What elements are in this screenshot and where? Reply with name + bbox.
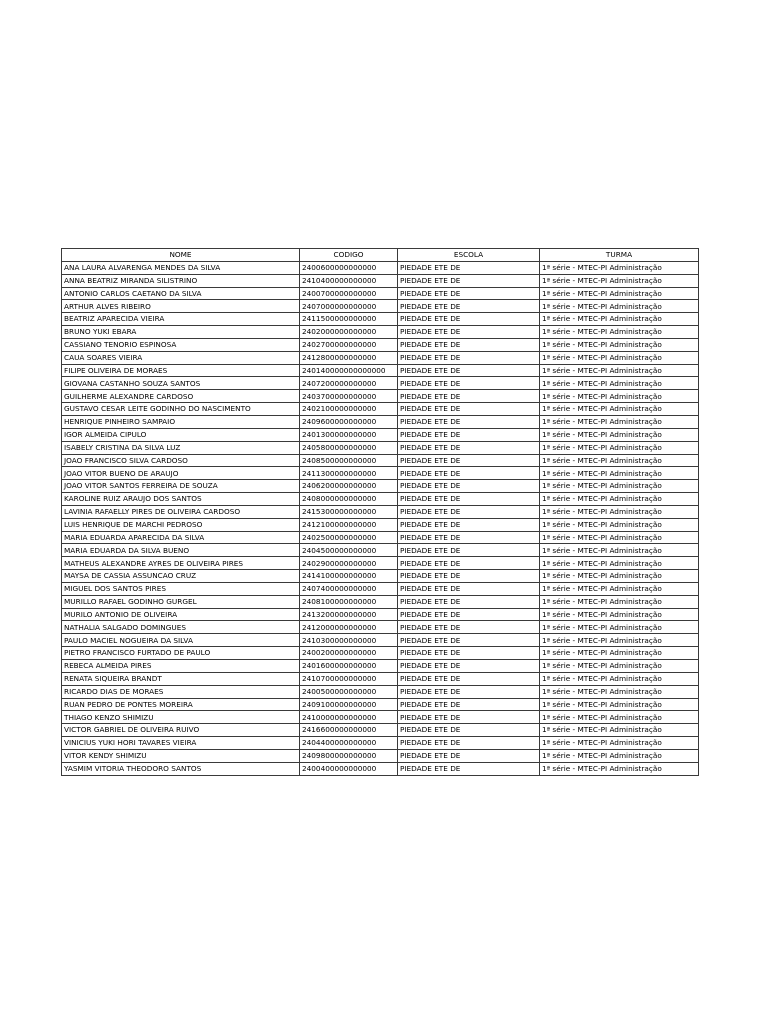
- table-row: [62, 544, 699, 557]
- cell-turma: 1ª série - MTEC-PI Administração: [540, 608, 699, 621]
- cell-codigo: 240140000000000000: [300, 364, 398, 377]
- cell-turma: 1ª série - MTEC-PI Administração: [540, 762, 699, 775]
- cell-turma: 1ª série - MTEC-PI Administração: [540, 685, 699, 698]
- cell-codigo: 2411500000000000: [300, 313, 398, 326]
- cell-nome: BRUNO YUKI EBARA: [62, 326, 300, 339]
- table-row: [62, 518, 699, 531]
- table-row: [62, 762, 699, 775]
- cell-nome: ANTONIO CARLOS CAETANO DA SILVA: [62, 287, 300, 300]
- table-row: [62, 415, 699, 428]
- cell-turma: 1ª série - MTEC-PI Administração: [540, 595, 699, 608]
- cell-turma: 1ª série - MTEC-PI Administração: [540, 287, 699, 300]
- cell-nome: RENATA SIQUEIRA BRANDT: [62, 672, 300, 685]
- table-row: [62, 724, 699, 737]
- cell-turma: 1ª série - MTEC-PI Administração: [540, 724, 699, 737]
- cell-codigo: 2408100000000000: [300, 595, 398, 608]
- cell-codigo: 2412100000000000: [300, 518, 398, 531]
- table-row: [62, 557, 699, 570]
- table-row: [62, 493, 699, 506]
- cell-escola: PIEDADE ETE DE: [398, 698, 540, 711]
- cell-turma: 1ª série - MTEC-PI Administração: [540, 531, 699, 544]
- cell-nome: JOAO VITOR BUENO DE ARAUJO: [62, 467, 300, 480]
- cell-turma: 1ª série - MTEC-PI Administração: [540, 326, 699, 339]
- cell-escola: PIEDADE ETE DE: [398, 390, 540, 403]
- cell-escola: PIEDADE ETE DE: [398, 685, 540, 698]
- cell-turma: 1ª série - MTEC-PI Administração: [540, 570, 699, 583]
- cell-escola: PIEDADE ETE DE: [398, 634, 540, 647]
- cell-turma: 1ª série - MTEC-PI Administração: [540, 300, 699, 313]
- cell-turma: 1ª série - MTEC-PI Administração: [540, 364, 699, 377]
- cell-escola: PIEDADE ETE DE: [398, 377, 540, 390]
- cell-nome: LAVINIA RAFAELLY PIRES DE OLIVEIRA CARDOSO: [62, 505, 300, 518]
- cell-nome: MATHEUS ALEXANDRE AYRES DE OLIVEIRA PIRES: [62, 557, 300, 570]
- cell-nome: ISABELY CRISTINA DA SILVA LUZ: [62, 441, 300, 454]
- cell-codigo: 2407000000000000: [300, 300, 398, 313]
- cell-nome: YASMIM VITORIA THEODORO SANTOS: [62, 762, 300, 775]
- cell-escola: PIEDADE ETE DE: [398, 351, 540, 364]
- cell-escola: PIEDADE ETE DE: [398, 762, 540, 775]
- table-row: [62, 390, 699, 403]
- cell-nome: BEATRIZ APARECIDA VIEIRA: [62, 313, 300, 326]
- cell-turma: 1ª série - MTEC-PI Administração: [540, 493, 699, 506]
- cell-codigo: 2400400000000000: [300, 762, 398, 775]
- cell-turma: 1ª série - MTEC-PI Administração: [540, 274, 699, 287]
- cell-codigo: 2404500000000000: [300, 544, 398, 557]
- column-header-codigo: CODIGO: [300, 249, 398, 262]
- student-table: [61, 248, 699, 776]
- cell-codigo: 2402500000000000: [300, 531, 398, 544]
- cell-escola: PIEDADE ETE DE: [398, 724, 540, 737]
- table-row: [62, 351, 699, 364]
- cell-codigo: 2402700000000000: [300, 338, 398, 351]
- cell-codigo: 2400500000000000: [300, 685, 398, 698]
- cell-codigo: 2414100000000000: [300, 570, 398, 583]
- cell-escola: PIEDADE ETE DE: [398, 326, 540, 339]
- cell-codigo: 2402100000000000: [300, 403, 398, 416]
- table-row: [62, 467, 699, 480]
- table-row: [62, 403, 699, 416]
- cell-turma: 1ª série - MTEC-PI Administração: [540, 698, 699, 711]
- cell-turma: 1ª série - MTEC-PI Administração: [540, 467, 699, 480]
- cell-escola: PIEDADE ETE DE: [398, 660, 540, 673]
- table-row: [62, 377, 699, 390]
- cell-turma: 1ª série - MTEC-PI Administração: [540, 505, 699, 518]
- cell-nome: ARTHUR ALVES RIBEIRO: [62, 300, 300, 313]
- cell-escola: PIEDADE ETE DE: [398, 364, 540, 377]
- cell-escola: PIEDADE ETE DE: [398, 441, 540, 454]
- cell-turma: 1ª série - MTEC-PI Administração: [540, 390, 699, 403]
- cell-escola: PIEDADE ETE DE: [398, 300, 540, 313]
- cell-turma: 1ª série - MTEC-PI Administração: [540, 544, 699, 557]
- table-row: [62, 660, 699, 673]
- cell-codigo: 2400700000000000: [300, 287, 398, 300]
- cell-codigo: 2413200000000000: [300, 608, 398, 621]
- table-row: [62, 313, 699, 326]
- cell-escola: PIEDADE ETE DE: [398, 544, 540, 557]
- cell-turma: 1ª série - MTEC-PI Administração: [540, 711, 699, 724]
- cell-codigo: 2400200000000000: [300, 647, 398, 660]
- cell-escola: PIEDADE ETE DE: [398, 595, 540, 608]
- cell-escola: PIEDADE ETE DE: [398, 403, 540, 416]
- cell-codigo: 2410700000000000: [300, 672, 398, 685]
- cell-codigo: 2401300000000000: [300, 428, 398, 441]
- cell-nome: PAULO MACIEL NOGUEIRA DA SILVA: [62, 634, 300, 647]
- table-row: [62, 595, 699, 608]
- cell-codigo: 2405800000000000: [300, 441, 398, 454]
- table-row: [62, 737, 699, 750]
- cell-turma: 1ª série - MTEC-PI Administração: [540, 441, 699, 454]
- cell-codigo: 2408000000000000: [300, 493, 398, 506]
- cell-nome: JOAO VITOR SANTOS FERREIRA DE SOUZA: [62, 480, 300, 493]
- cell-nome: RICARDO DIAS DE MORAES: [62, 685, 300, 698]
- cell-turma: 1ª série - MTEC-PI Administração: [540, 557, 699, 570]
- cell-codigo: 2409600000000000: [300, 415, 398, 428]
- cell-nome: ANA LAURA ALVARENGA MENDES DA SILVA: [62, 261, 300, 274]
- cell-codigo: 2406200000000000: [300, 480, 398, 493]
- cell-nome: CAUA SOARES VIEIRA: [62, 351, 300, 364]
- cell-turma: 1ª série - MTEC-PI Administração: [540, 351, 699, 364]
- table-row: [62, 634, 699, 647]
- cell-escola: PIEDADE ETE DE: [398, 480, 540, 493]
- cell-nome: VICTOR GABRIEL DE OLIVEIRA RUIVO: [62, 724, 300, 737]
- cell-codigo: 2400600000000000: [300, 261, 398, 274]
- cell-codigo: 2409800000000000: [300, 749, 398, 762]
- cell-codigo: 2408500000000000: [300, 454, 398, 467]
- column-header-nome: NOME: [62, 249, 300, 262]
- cell-escola: PIEDADE ETE DE: [398, 428, 540, 441]
- cell-nome: CASSIANO TENORIO ESPINOSA: [62, 338, 300, 351]
- cell-escola: PIEDADE ETE DE: [398, 505, 540, 518]
- cell-turma: 1ª série - MTEC-PI Administração: [540, 647, 699, 660]
- table-row: [62, 454, 699, 467]
- cell-codigo: 2415300000000000: [300, 505, 398, 518]
- cell-turma: 1ª série - MTEC-PI Administração: [540, 480, 699, 493]
- table-row: [62, 647, 699, 660]
- cell-turma: 1ª série - MTEC-PI Administração: [540, 313, 699, 326]
- table-row: [62, 364, 699, 377]
- table-row: [62, 672, 699, 685]
- cell-nome: MIGUEL DOS SANTOS PIRES: [62, 582, 300, 595]
- cell-turma: 1ª série - MTEC-PI Administração: [540, 660, 699, 673]
- cell-escola: PIEDADE ETE DE: [398, 749, 540, 762]
- cell-turma: 1ª série - MTEC-PI Administração: [540, 518, 699, 531]
- cell-codigo: 2410300000000000: [300, 634, 398, 647]
- table-row: [62, 326, 699, 339]
- cell-nome: HENRIQUE PINHEIRO SAMPAIO: [62, 415, 300, 428]
- table-row: [62, 685, 699, 698]
- cell-nome: REBECA ALMEIDA PIRES: [62, 660, 300, 673]
- cell-codigo: 2416600000000000: [300, 724, 398, 737]
- cell-turma: 1ª série - MTEC-PI Administração: [540, 672, 699, 685]
- table-body: [62, 261, 699, 775]
- cell-codigo: 2412800000000000: [300, 351, 398, 364]
- table-row: [62, 480, 699, 493]
- table-row: [62, 570, 699, 583]
- cell-codigo: 2407200000000000: [300, 377, 398, 390]
- cell-nome: MAYSA DE CASSIA ASSUNCAO CRUZ: [62, 570, 300, 583]
- cell-escola: PIEDADE ETE DE: [398, 415, 540, 428]
- cell-nome: LUIS HENRIQUE DE MARCHI PEDROSO: [62, 518, 300, 531]
- cell-turma: 1ª série - MTEC-PI Administração: [540, 377, 699, 390]
- cell-escola: PIEDADE ETE DE: [398, 647, 540, 660]
- table-row: [62, 338, 699, 351]
- cell-escola: PIEDADE ETE DE: [398, 467, 540, 480]
- cell-escola: PIEDADE ETE DE: [398, 338, 540, 351]
- cell-nome: MARIA EDUARDA DA SILVA BUENO: [62, 544, 300, 557]
- cell-codigo: 2402900000000000: [300, 557, 398, 570]
- cell-codigo: 2412000000000000: [300, 621, 398, 634]
- cell-turma: 1ª série - MTEC-PI Administração: [540, 415, 699, 428]
- table-row: [62, 608, 699, 621]
- cell-nome: GUILHERME ALEXANDRE CARDOSO: [62, 390, 300, 403]
- cell-nome: VINICIUS YUKI HORI TAVARES VIEIRA: [62, 737, 300, 750]
- cell-nome: KAROLINE RUIZ ARAUJO DOS SANTOS: [62, 493, 300, 506]
- table-row: [62, 287, 699, 300]
- cell-codigo: 2410400000000000: [300, 274, 398, 287]
- cell-turma: 1ª série - MTEC-PI Administração: [540, 634, 699, 647]
- cell-turma: 1ª série - MTEC-PI Administração: [540, 428, 699, 441]
- table-row: [62, 582, 699, 595]
- table-row: [62, 749, 699, 762]
- column-header-escola: ESCOLA: [398, 249, 540, 262]
- cell-escola: PIEDADE ETE DE: [398, 454, 540, 467]
- cell-nome: VITOR KENDY SHIMIZU: [62, 749, 300, 762]
- cell-nome: FILIPE OLIVEIRA DE MORAES: [62, 364, 300, 377]
- column-header-turma: TURMA: [540, 249, 699, 262]
- cell-turma: 1ª série - MTEC-PI Administração: [540, 621, 699, 634]
- cell-escola: PIEDADE ETE DE: [398, 313, 540, 326]
- cell-codigo: 2403700000000000: [300, 390, 398, 403]
- cell-codigo: 2404400000000000: [300, 737, 398, 750]
- cell-escola: PIEDADE ETE DE: [398, 570, 540, 583]
- cell-nome: IGOR ALMEIDA CIPULO: [62, 428, 300, 441]
- cell-escola: PIEDADE ETE DE: [398, 711, 540, 724]
- cell-escola: PIEDADE ETE DE: [398, 287, 540, 300]
- table-row: [62, 441, 699, 454]
- cell-turma: 1ª série - MTEC-PI Administração: [540, 737, 699, 750]
- table-row: [62, 505, 699, 518]
- cell-turma: 1ª série - MTEC-PI Administração: [540, 582, 699, 595]
- cell-escola: PIEDADE ETE DE: [398, 737, 540, 750]
- cell-codigo: 2410000000000000: [300, 711, 398, 724]
- cell-turma: 1ª série - MTEC-PI Administração: [540, 403, 699, 416]
- cell-turma: 1ª série - MTEC-PI Administração: [540, 338, 699, 351]
- table-row: [62, 261, 699, 274]
- cell-escola: PIEDADE ETE DE: [398, 608, 540, 621]
- cell-codigo: 2409100000000000: [300, 698, 398, 711]
- table-row: [62, 621, 699, 634]
- cell-escola: PIEDADE ETE DE: [398, 531, 540, 544]
- cell-nome: ANNA BEATRIZ MIRANDA SILISTRINO: [62, 274, 300, 287]
- table-row: [62, 711, 699, 724]
- cell-escola: PIEDADE ETE DE: [398, 518, 540, 531]
- cell-codigo: 2411300000000000: [300, 467, 398, 480]
- table-row: [62, 531, 699, 544]
- table-row: [62, 428, 699, 441]
- cell-escola: PIEDADE ETE DE: [398, 621, 540, 634]
- cell-turma: 1ª série - MTEC-PI Administração: [540, 454, 699, 467]
- cell-escola: PIEDADE ETE DE: [398, 261, 540, 274]
- cell-nome: NATHALIA SALGADO DOMINGUES: [62, 621, 300, 634]
- cell-escola: PIEDADE ETE DE: [398, 582, 540, 595]
- cell-nome: MURILLO RAFAEL GODINHO GURGEL: [62, 595, 300, 608]
- cell-nome: RUAN PEDRO DE PONTES MOREIRA: [62, 698, 300, 711]
- cell-codigo: 2407400000000000: [300, 582, 398, 595]
- cell-codigo: 2402000000000000: [300, 326, 398, 339]
- cell-nome: MURILO ANTONIO DE OLIVEIRA: [62, 608, 300, 621]
- cell-nome: MARIA EDUARDA APARECIDA DA SILVA: [62, 531, 300, 544]
- cell-nome: GIOVANA CASTANHO SOUZA SANTOS: [62, 377, 300, 390]
- cell-escola: PIEDADE ETE DE: [398, 557, 540, 570]
- cell-escola: PIEDADE ETE DE: [398, 672, 540, 685]
- table-row: [62, 274, 699, 287]
- table-row: [62, 698, 699, 711]
- table-row: [62, 300, 699, 313]
- cell-nome: PIETRO FRANCISCO FURTADO DE PAULO: [62, 647, 300, 660]
- cell-nome: JOAO FRANCISCO SILVA CARDOSO: [62, 454, 300, 467]
- cell-turma: 1ª série - MTEC-PI Administração: [540, 749, 699, 762]
- cell-nome: THIAGO KENZO SHIMIZU: [62, 711, 300, 724]
- cell-codigo: 2401600000000000: [300, 660, 398, 673]
- header-row: [62, 249, 699, 262]
- cell-turma: 1ª série - MTEC-PI Administração: [540, 261, 699, 274]
- cell-escola: PIEDADE ETE DE: [398, 493, 540, 506]
- cell-escola: PIEDADE ETE DE: [398, 274, 540, 287]
- cell-nome: GUSTAVO CESAR LEITE GODINHO DO NASCIMENTO: [62, 403, 300, 416]
